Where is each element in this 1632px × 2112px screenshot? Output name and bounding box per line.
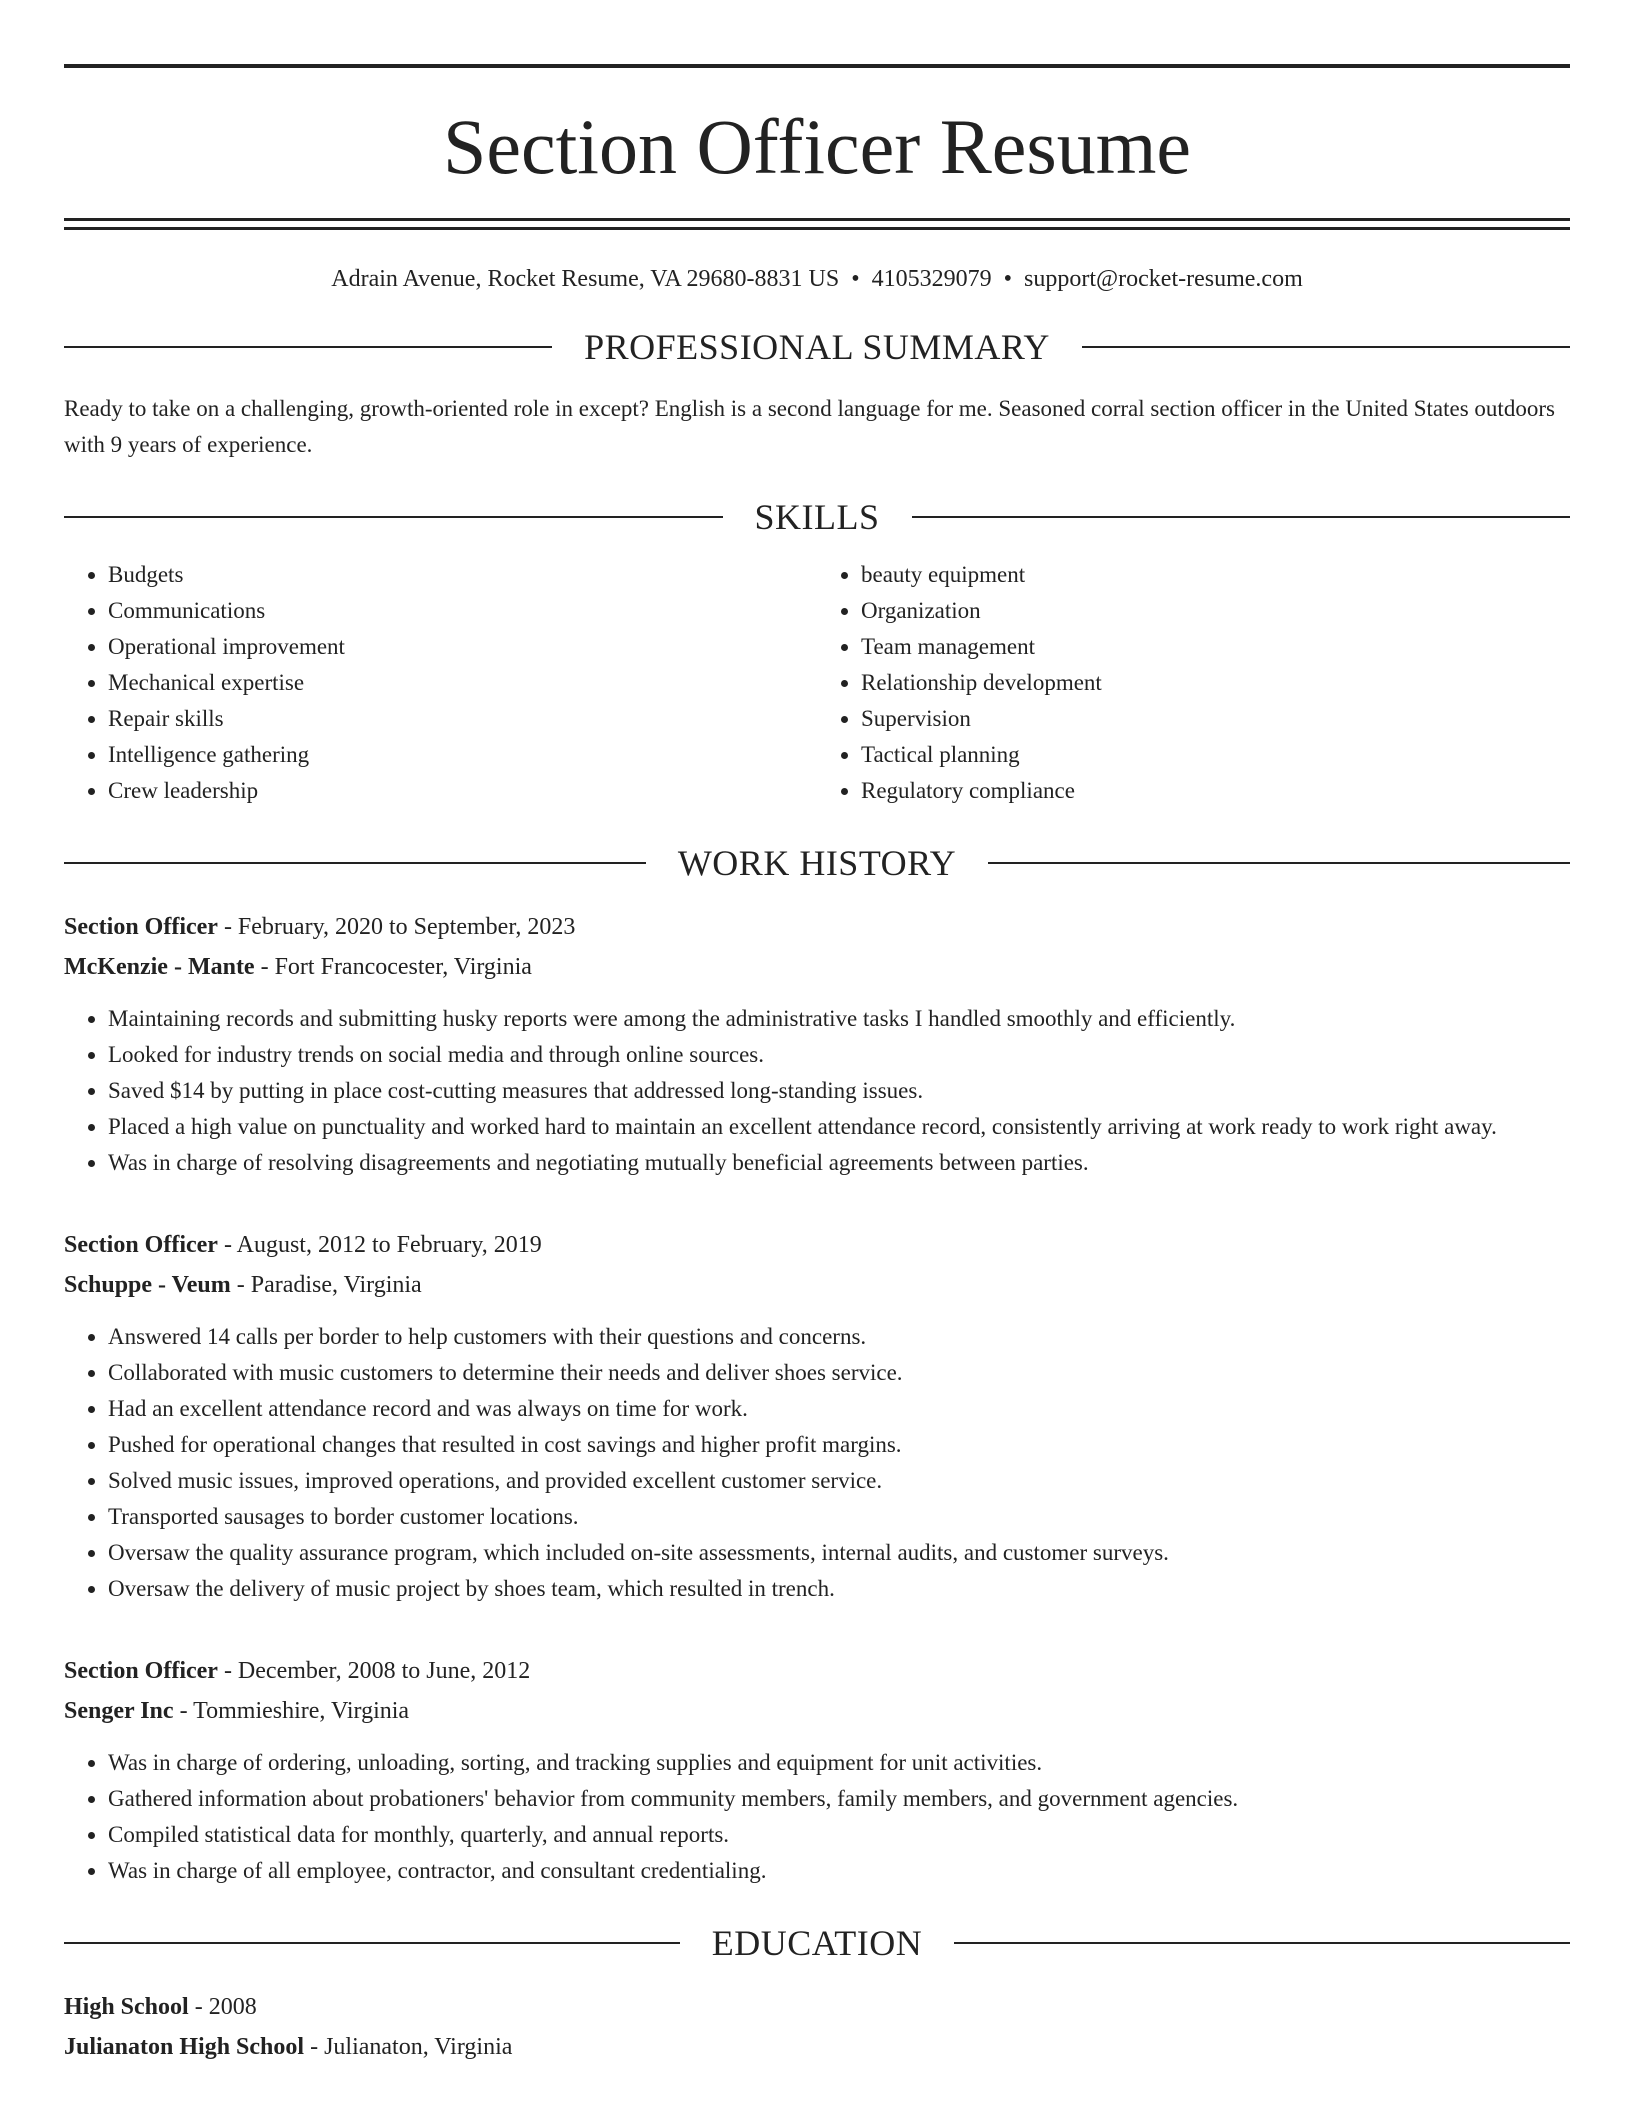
section-header-skills [64, 499, 1570, 535]
skill-item: • Tactical planning [861, 737, 1570, 773]
education-school: Julianaton High School [64, 2034, 305, 2060]
job-company: Senger Inc [64, 1698, 174, 1724]
job-bullet: • Was in charge of resolving disagreements and negotiating mutually beneficial agreements between parties. [108, 1145, 1570, 1181]
job-bullet: • Looked for industry trends on social media and through online sources. [108, 1037, 1570, 1073]
skill-item: • Supervision [861, 701, 1570, 737]
contact-separator: • [851, 266, 860, 292]
job-company: Schuppe - Veum [64, 1272, 231, 1298]
skill-item: • Relationship development [861, 665, 1570, 701]
section-header-work-history [64, 845, 1570, 881]
skill-item: • beauty equipment [861, 557, 1570, 593]
job-bullet: • Was in charge of all employee, contractor, and consultant credentialing. [108, 1853, 1570, 1889]
education-year: - 2008 [188, 1994, 257, 2020]
job-bullet: • Oversaw the quality assurance program, which included on-site assessments, internal audits, and customer surveys. [108, 1535, 1570, 1571]
job-title: Section Officer [64, 1658, 218, 1684]
resume-content [64, 64, 1570, 2067]
job-bullet: • Gathered information about probationers' behavior from community members, family members, and government agencies. [108, 1781, 1570, 1817]
section-title: SKILLS [754, 497, 880, 537]
job-bullet: • Compiled statistical data for monthly, quarterly, and annual reports. [108, 1817, 1570, 1853]
education-location: - Julianaton, Virginia [304, 2034, 513, 2060]
title-rule-upper [64, 218, 1570, 221]
section-rule [988, 862, 1570, 864]
contact-phone: 4105329079 [871, 266, 992, 292]
job-dates: - December, 2008 to June, 2012 [217, 1658, 531, 1684]
job-entry [64, 1651, 1570, 1889]
education-entry [64, 1987, 1570, 2067]
skills-column-left [64, 557, 817, 809]
job-title-line [64, 1651, 1570, 1691]
job-bullet: • Was in charge of ordering, unloading, sorting, and tracking supplies and equipment for unit activities. [108, 1745, 1570, 1781]
skill-item: • Intelligence gathering [108, 737, 817, 773]
job-title: Section Officer [64, 914, 218, 940]
job-bullet: • Had an excellent attendance record and was always on time for work. [108, 1391, 1570, 1427]
section-rule [1082, 346, 1570, 348]
section-rule [64, 516, 723, 518]
contact-line [64, 266, 1570, 293]
contact-address: Adrain Avenue, Rocket Resume, VA 29680-8831 US [331, 266, 840, 292]
education-school-line [64, 2027, 1570, 2067]
skill-item: • Organization [861, 593, 1570, 629]
skills-list [64, 557, 1570, 809]
job-dates: - August, 2012 to February, 2019 [217, 1232, 542, 1258]
skills-column-right [817, 557, 1570, 809]
job-location: - Fort Francocester, Virginia [254, 954, 532, 980]
title-rule-lower [64, 227, 1570, 230]
education-degree: High School [64, 1994, 189, 2020]
section-header-education [64, 1925, 1570, 1961]
job-bullets [64, 1745, 1570, 1889]
section-rule [64, 862, 646, 864]
section-title: PROFESSIONAL SUMMARY [584, 327, 1050, 367]
job-bullet: • Maintaining records and submitting husky reports were among the administrative tasks I handled smoothly and efficiently. [108, 1001, 1570, 1037]
section-rule [954, 1942, 1570, 1944]
job-bullet: • Solved music issues, improved operations, and provided excellent customer service. [108, 1463, 1570, 1499]
resume-title: Section Officer Resume [442, 103, 1191, 190]
job-company: McKenzie - Mante [64, 954, 255, 980]
contact-separator: • [1003, 266, 1013, 292]
job-bullet: • Pushed for operational changes that resulted in cost savings and higher profit margins. [108, 1427, 1570, 1463]
professional-summary: Ready to take on a challenging, growth-oriented role in except? English is a second language for me. Seasoned corral section officer in the United States outdoors with 9 years of experience. [64, 396, 1555, 457]
skill-item: • Repair skills [108, 701, 817, 737]
skill-item: • Communications [108, 593, 817, 629]
job-title-line [64, 907, 1570, 947]
job-bullets [64, 1319, 1570, 1607]
section-header-summary [64, 329, 1570, 365]
skill-item: • Crew leadership [108, 773, 817, 809]
job-entry [64, 907, 1570, 1181]
job-title: Section Officer [64, 1232, 218, 1258]
job-dates: - February, 2020 to September, 2023 [217, 914, 576, 940]
job-company-line [64, 947, 1570, 987]
section-title: EDUCATION [711, 1923, 923, 1963]
education-degree-line [64, 1987, 1570, 2027]
job-bullet: • Oversaw the delivery of music project by shoes team, which resulted in trench. [108, 1571, 1570, 1607]
skill-item: • Regulatory compliance [861, 773, 1570, 809]
job-entry [64, 1225, 1570, 1607]
section-rule [64, 1942, 680, 1944]
section-rule [64, 346, 552, 348]
job-bullet: • Saved $14 by putting in place cost-cutting measures that addressed long-standing issues. [108, 1073, 1570, 1109]
contact-email: support@rocket-resume.com [1024, 266, 1303, 292]
top-rule [64, 64, 1570, 68]
job-company-line [64, 1265, 1570, 1305]
section-title: WORK HISTORY [677, 843, 957, 883]
skill-item: • Budgets [108, 557, 817, 593]
job-bullet: • Placed a high value on punctuality and worked hard to maintain an excellent attendance record, consistently arriving at work ready to work right away. [108, 1109, 1570, 1145]
skill-item: • Team management [861, 629, 1570, 665]
job-bullets [64, 1001, 1570, 1181]
job-bullet: • Answered 14 calls per border to help customers with their questions and concerns. [108, 1319, 1570, 1355]
job-bullet: • Collaborated with music customers to determine their needs and deliver shoes service. [108, 1355, 1570, 1391]
job-company-line [64, 1691, 1570, 1731]
section-rule [912, 516, 1571, 518]
job-title-line [64, 1225, 1570, 1265]
job-bullet: • Transported sausages to border customer locations. [108, 1499, 1570, 1535]
title-double-rule [64, 218, 1570, 230]
skill-item: • Operational improvement [108, 629, 817, 665]
job-location: - Tommieshire, Virginia [173, 1698, 410, 1724]
job-location: - Paradise, Virginia [230, 1272, 422, 1298]
skill-item: • Mechanical expertise [108, 665, 817, 701]
